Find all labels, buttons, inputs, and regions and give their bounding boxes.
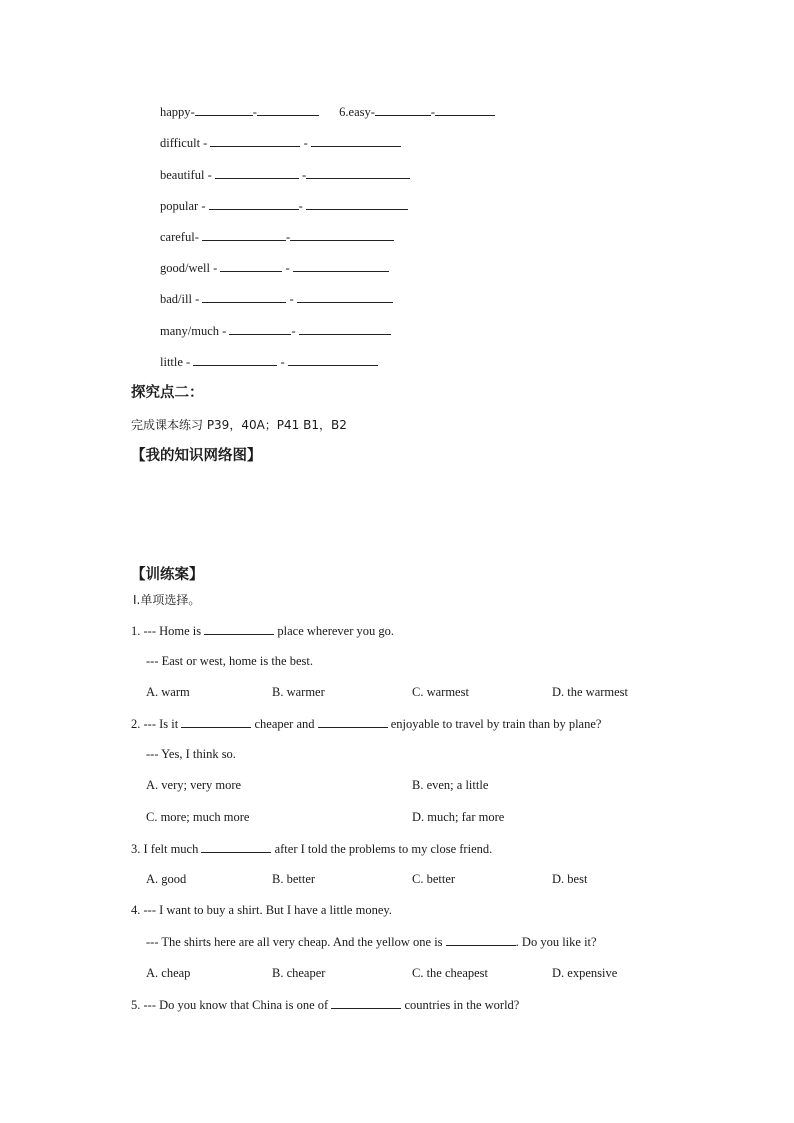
answer-blank[interactable] <box>204 622 274 635</box>
option-d[interactable]: D. best <box>552 872 588 886</box>
word-label: 6.easy <box>339 105 371 119</box>
word-label: little <box>160 355 183 369</box>
word-row-many-much: many/much - - <box>160 322 391 339</box>
part-title: Ⅰ.单项选择。 <box>133 593 201 607</box>
answer-blank[interactable] <box>293 259 389 272</box>
question-text: countries in the world? <box>404 998 520 1012</box>
answer-blank[interactable] <box>306 197 408 210</box>
word-row-bad-ill: bad/ill - - <box>160 290 393 307</box>
question-4-reply <box>146 933 597 950</box>
option-a[interactable]: A. very; very more <box>146 778 242 792</box>
question-text: --- Do you know that China is one of <box>143 998 329 1012</box>
option-b[interactable]: B. warmer <box>272 685 325 699</box>
option-b[interactable]: B. cheaper <box>272 966 326 980</box>
option-c[interactable]: C. more; much more <box>146 810 250 824</box>
task-text: 完成课本练习 P39，40A；P41 B1，B2 <box>131 418 347 432</box>
answer-blank[interactable] <box>375 103 431 116</box>
answer-blank[interactable] <box>195 103 253 116</box>
training-heading: 【训练案】 <box>131 567 204 583</box>
answer-blank[interactable] <box>299 322 391 335</box>
question-number: 4. <box>131 903 141 917</box>
question-4 <box>131 902 392 918</box>
question-number: 5. <box>131 998 141 1012</box>
answer-blank[interactable] <box>446 933 516 946</box>
answer-blank[interactable] <box>215 166 299 179</box>
question-number: 1. <box>131 624 141 638</box>
word-label: good/well <box>160 261 210 275</box>
knowledge-map-heading: 【我的知识网络图】 <box>131 448 262 464</box>
question-text: I felt much <box>143 842 199 856</box>
answer-blank[interactable] <box>220 259 282 272</box>
answer-blank[interactable] <box>311 134 401 147</box>
answer-blank[interactable] <box>181 715 251 728</box>
answer-blank[interactable] <box>290 228 394 241</box>
question-text: --- I want to buy a shirt. But I have a little money. <box>143 903 392 917</box>
word-row-happy: happy- - 6.easy- - <box>160 103 495 120</box>
question-text: place wherever you go. <box>277 624 394 638</box>
question-number: 3. <box>131 842 141 856</box>
answer-blank[interactable] <box>331 996 401 1009</box>
answer-blank[interactable] <box>202 228 286 241</box>
question-text: after I told the problems to my close friend. <box>274 842 493 856</box>
answer-blank[interactable] <box>318 715 388 728</box>
section-task <box>131 416 347 433</box>
section-heading-explore-2: 探究点二： <box>131 385 204 401</box>
question-5 <box>131 996 519 1013</box>
answer-blank[interactable] <box>288 353 378 366</box>
word-row-beautiful: beautiful - - <box>160 166 410 183</box>
option-a[interactable]: A. good <box>146 872 187 886</box>
answer-blank[interactable] <box>257 103 319 116</box>
option-d[interactable]: D. the warmest <box>552 685 629 699</box>
option-c[interactable]: C. better <box>412 872 456 886</box>
word-label: bad/ill <box>160 292 192 306</box>
reply-text: --- The shirts here are all very cheap. And the yellow one is <box>146 935 443 949</box>
word-label: popular <box>160 199 199 213</box>
answer-blank[interactable] <box>193 353 277 366</box>
option-c[interactable]: C. the cheapest <box>412 966 489 980</box>
answer-blank[interactable] <box>435 103 495 116</box>
option-b[interactable]: B. even; a little <box>412 778 489 792</box>
question-1-reply: --- East or west, home is the best. <box>146 654 313 668</box>
option-c[interactable]: C. warmest <box>412 685 469 699</box>
question-text: --- Is it <box>143 717 179 731</box>
word-label: careful <box>160 230 195 244</box>
question-number: 2. <box>131 717 141 731</box>
answer-blank[interactable] <box>306 166 410 179</box>
word-row-difficult: difficult - - <box>160 134 401 151</box>
word-label: beautiful <box>160 168 205 182</box>
question-1 <box>131 622 394 639</box>
word-row-good-well: good/well - - <box>160 259 389 276</box>
answer-blank[interactable] <box>209 197 299 210</box>
word-row-careful: careful- - <box>160 228 394 245</box>
answer-blank[interactable] <box>229 322 291 335</box>
answer-blank[interactable] <box>202 290 286 303</box>
question-3 <box>131 840 492 857</box>
option-a[interactable]: A. warm <box>146 685 190 699</box>
reply-text: . Do you like it? <box>515 935 597 949</box>
answer-blank[interactable] <box>210 134 300 147</box>
question-text: cheaper and <box>254 717 315 731</box>
answer-blank[interactable] <box>201 840 271 853</box>
word-label: many/much <box>160 324 220 338</box>
word-row-popular: popular - - <box>160 197 408 214</box>
question-2 <box>131 715 601 732</box>
option-a[interactable]: A. cheap <box>146 966 191 980</box>
word-label: difficult <box>160 136 201 150</box>
question-text: enjoyable to travel by train than by plane? <box>390 717 602 731</box>
word-row-little: little - - <box>160 353 378 370</box>
question-2-reply: --- Yes, I think so. <box>146 747 236 761</box>
option-d[interactable]: D. expensive <box>552 966 618 980</box>
answer-blank[interactable] <box>297 290 393 303</box>
option-d[interactable]: D. much; far more <box>412 810 505 824</box>
option-b[interactable]: B. better <box>272 872 316 886</box>
word-label: happy <box>160 105 191 119</box>
question-text: --- Home is <box>143 624 202 638</box>
